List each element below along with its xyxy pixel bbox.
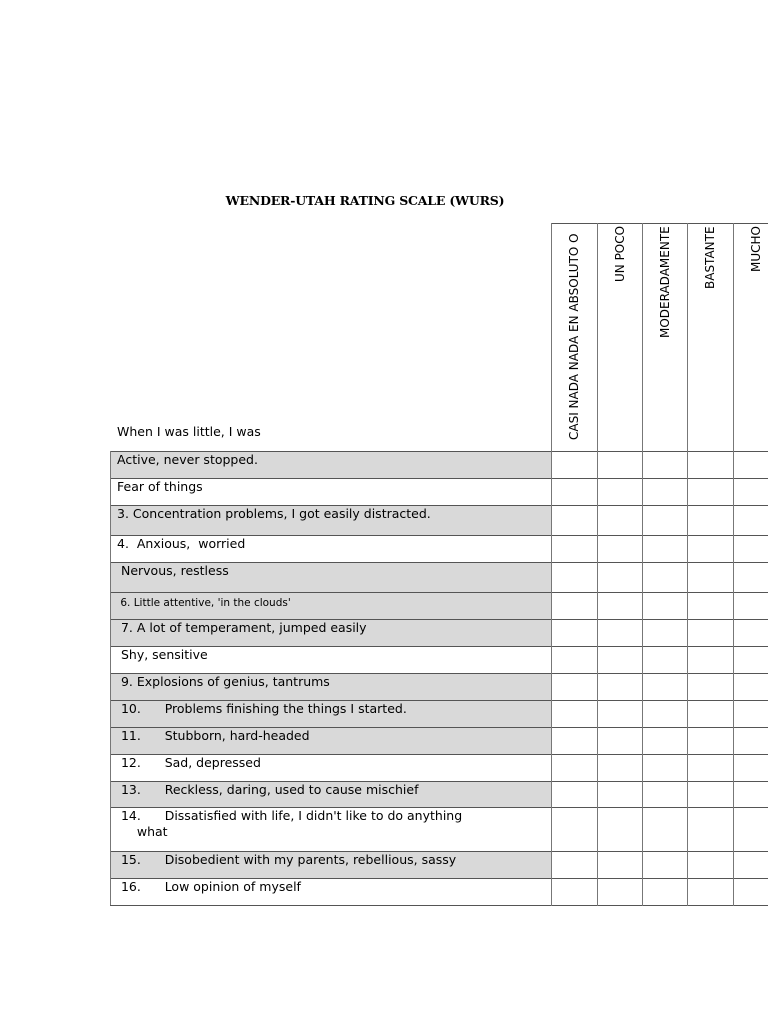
rating-cell[interactable]	[642, 673, 687, 700]
row-divider	[110, 646, 768, 647]
rating-cell[interactable]	[551, 646, 597, 673]
rating-cell[interactable]	[642, 781, 687, 807]
row-divider	[110, 851, 768, 852]
column-header: UN POCO	[613, 225, 627, 282]
rating-cell[interactable]	[551, 592, 597, 619]
rating-cell[interactable]	[687, 700, 733, 727]
rating-cell[interactable]	[733, 807, 768, 851]
rating-cell[interactable]	[687, 781, 733, 807]
rating-cell[interactable]	[551, 673, 597, 700]
rating-cell[interactable]	[687, 451, 733, 478]
rating-cell[interactable]	[551, 878, 597, 905]
rating-cell[interactable]	[733, 754, 768, 781]
item-label: Nervous, restless	[117, 563, 229, 578]
item-label: 4. Anxious, worried	[117, 536, 246, 551]
rating-cell[interactable]	[597, 505, 642, 535]
row-divider	[110, 505, 768, 506]
rating-cell[interactable]	[597, 673, 642, 700]
item-row	[110, 754, 551, 781]
rating-cell[interactable]	[733, 451, 768, 478]
item-row	[110, 727, 551, 754]
rating-cell[interactable]	[642, 727, 687, 754]
rating-cell[interactable]	[687, 807, 733, 851]
item-label: Fear of things	[117, 479, 203, 494]
row-divider	[110, 727, 768, 728]
row-divider	[110, 673, 768, 674]
rating-cell[interactable]	[551, 562, 597, 592]
item-row	[110, 592, 551, 619]
rating-cell[interactable]	[551, 619, 597, 646]
rating-cell[interactable]	[733, 535, 768, 562]
rating-cell[interactable]	[687, 754, 733, 781]
rating-cell[interactable]	[733, 700, 768, 727]
rating-cell[interactable]	[642, 807, 687, 851]
item-row	[110, 562, 551, 592]
rating-cell[interactable]	[733, 851, 768, 878]
rating-cell[interactable]	[642, 562, 687, 592]
rating-cell[interactable]	[597, 878, 642, 905]
item-label: 6. Little attentive, 'in the clouds'	[117, 597, 291, 609]
rating-cell[interactable]	[733, 646, 768, 673]
rating-cell[interactable]	[687, 478, 733, 505]
rating-cell[interactable]	[733, 781, 768, 807]
rating-cell[interactable]	[597, 592, 642, 619]
rating-cell[interactable]	[642, 754, 687, 781]
column-divider	[642, 223, 643, 906]
rating-cell[interactable]	[597, 727, 642, 754]
rating-cell[interactable]	[687, 619, 733, 646]
rating-cell[interactable]	[597, 619, 642, 646]
rating-cell[interactable]	[687, 878, 733, 905]
row-divider	[110, 478, 768, 479]
rating-cell[interactable]	[642, 851, 687, 878]
row-divider	[110, 781, 768, 782]
rating-cell[interactable]	[642, 619, 687, 646]
row-divider	[110, 807, 768, 808]
rating-cell[interactable]	[551, 535, 597, 562]
rating-cell[interactable]	[687, 727, 733, 754]
rating-cell[interactable]	[597, 562, 642, 592]
row-divider	[110, 619, 768, 620]
row-divider	[110, 562, 768, 563]
row-divider	[110, 700, 768, 701]
rating-cell[interactable]	[733, 878, 768, 905]
item-row	[110, 646, 551, 673]
item-label: 14. Dissatisfied with life, I didn't like to do anything what	[120, 808, 463, 839]
rating-cell[interactable]	[733, 727, 768, 754]
rating-cell[interactable]	[597, 535, 642, 562]
row-divider	[110, 535, 768, 536]
row-divider	[110, 592, 768, 593]
item-label: Shy, sensitive	[117, 647, 208, 662]
rating-cell[interactable]	[551, 478, 597, 505]
rating-cell[interactable]	[733, 619, 768, 646]
item-row	[110, 781, 551, 807]
item-row	[110, 478, 551, 505]
intro-text: When I was little, I was	[117, 424, 261, 439]
column-header: MODERADAMENTE	[658, 226, 672, 338]
rating-cell[interactable]	[551, 851, 597, 878]
item-label: 3. Concentration problems, I got easily distracted.	[117, 506, 431, 521]
rating-cell[interactable]	[687, 592, 733, 619]
rating-cell[interactable]	[551, 505, 597, 535]
rating-cell[interactable]	[642, 700, 687, 727]
item-label: 10. Problems finishing the things I started.	[117, 701, 407, 716]
rating-cell[interactable]	[733, 592, 768, 619]
rating-cell[interactable]	[597, 700, 642, 727]
item-row	[110, 700, 551, 727]
rating-cell[interactable]	[642, 535, 687, 562]
rating-cell[interactable]	[597, 478, 642, 505]
item-row	[110, 619, 551, 646]
rating-cell[interactable]	[597, 807, 642, 851]
rating-cell[interactable]	[733, 505, 768, 535]
item-row	[110, 878, 551, 905]
item-row	[110, 535, 551, 562]
item-row	[110, 807, 551, 851]
item-row	[110, 851, 551, 878]
rating-cell[interactable]	[551, 727, 597, 754]
item-label: 9. Explosions of genius, tantrums	[117, 674, 330, 689]
rating-cell[interactable]	[687, 851, 733, 878]
rating-cell[interactable]	[642, 478, 687, 505]
item-row	[110, 451, 551, 478]
rating-cell[interactable]	[687, 535, 733, 562]
rating-cell[interactable]	[642, 505, 687, 535]
column-divider	[687, 223, 688, 906]
rating-cell[interactable]	[597, 451, 642, 478]
rating-cell[interactable]	[551, 451, 597, 478]
rating-cell[interactable]	[733, 673, 768, 700]
page-title: WENDER-UTAH RATING SCALE (WURS)	[225, 193, 505, 208]
row-divider	[110, 878, 768, 879]
item-label: 16. Low opinion of myself	[117, 879, 301, 894]
item-label: 12. Sad, depressed	[117, 755, 261, 770]
rating-cell[interactable]	[597, 851, 642, 878]
rating-cell[interactable]	[597, 754, 642, 781]
item-label: Active, never stopped.	[117, 452, 258, 467]
column-divider	[597, 223, 598, 906]
column-header: BASTANTE	[703, 226, 717, 289]
rating-cell[interactable]	[642, 451, 687, 478]
row-divider	[110, 451, 768, 452]
row-divider	[110, 754, 768, 755]
rating-cell[interactable]	[642, 592, 687, 619]
rating-cell[interactable]	[687, 562, 733, 592]
rating-cell[interactable]	[687, 673, 733, 700]
item-label: 13. Reckless, daring, used to cause mischief	[117, 782, 419, 797]
grid-left-border	[110, 451, 111, 905]
rating-cell[interactable]	[551, 781, 597, 807]
item-label: 7. A lot of temperament, jumped easily	[117, 620, 367, 635]
column-divider	[733, 223, 734, 906]
rating-cell[interactable]	[551, 754, 597, 781]
rating-cell[interactable]	[733, 478, 768, 505]
rating-cell[interactable]	[551, 700, 597, 727]
column-header: MUCHO	[749, 226, 763, 272]
grid-top-border	[551, 223, 768, 224]
rating-cell[interactable]	[597, 781, 642, 807]
rating-cell[interactable]	[642, 878, 687, 905]
rating-cell[interactable]	[733, 562, 768, 592]
rating-cell[interactable]	[687, 646, 733, 673]
row-divider	[110, 905, 768, 906]
column-header: CASI NADA NADA EN ABSOLUTO O	[567, 233, 581, 440]
item-label: 11. Stubborn, hard-headed	[117, 728, 310, 743]
column-divider	[551, 223, 552, 906]
rating-cell[interactable]	[642, 646, 687, 673]
rating-cell[interactable]	[551, 807, 597, 851]
item-row	[110, 673, 551, 700]
rating-cell[interactable]	[687, 505, 733, 535]
rating-cell[interactable]	[597, 646, 642, 673]
item-row	[110, 505, 551, 535]
item-label: 15. Disobedient with my parents, rebellious, sassy	[117, 852, 457, 867]
